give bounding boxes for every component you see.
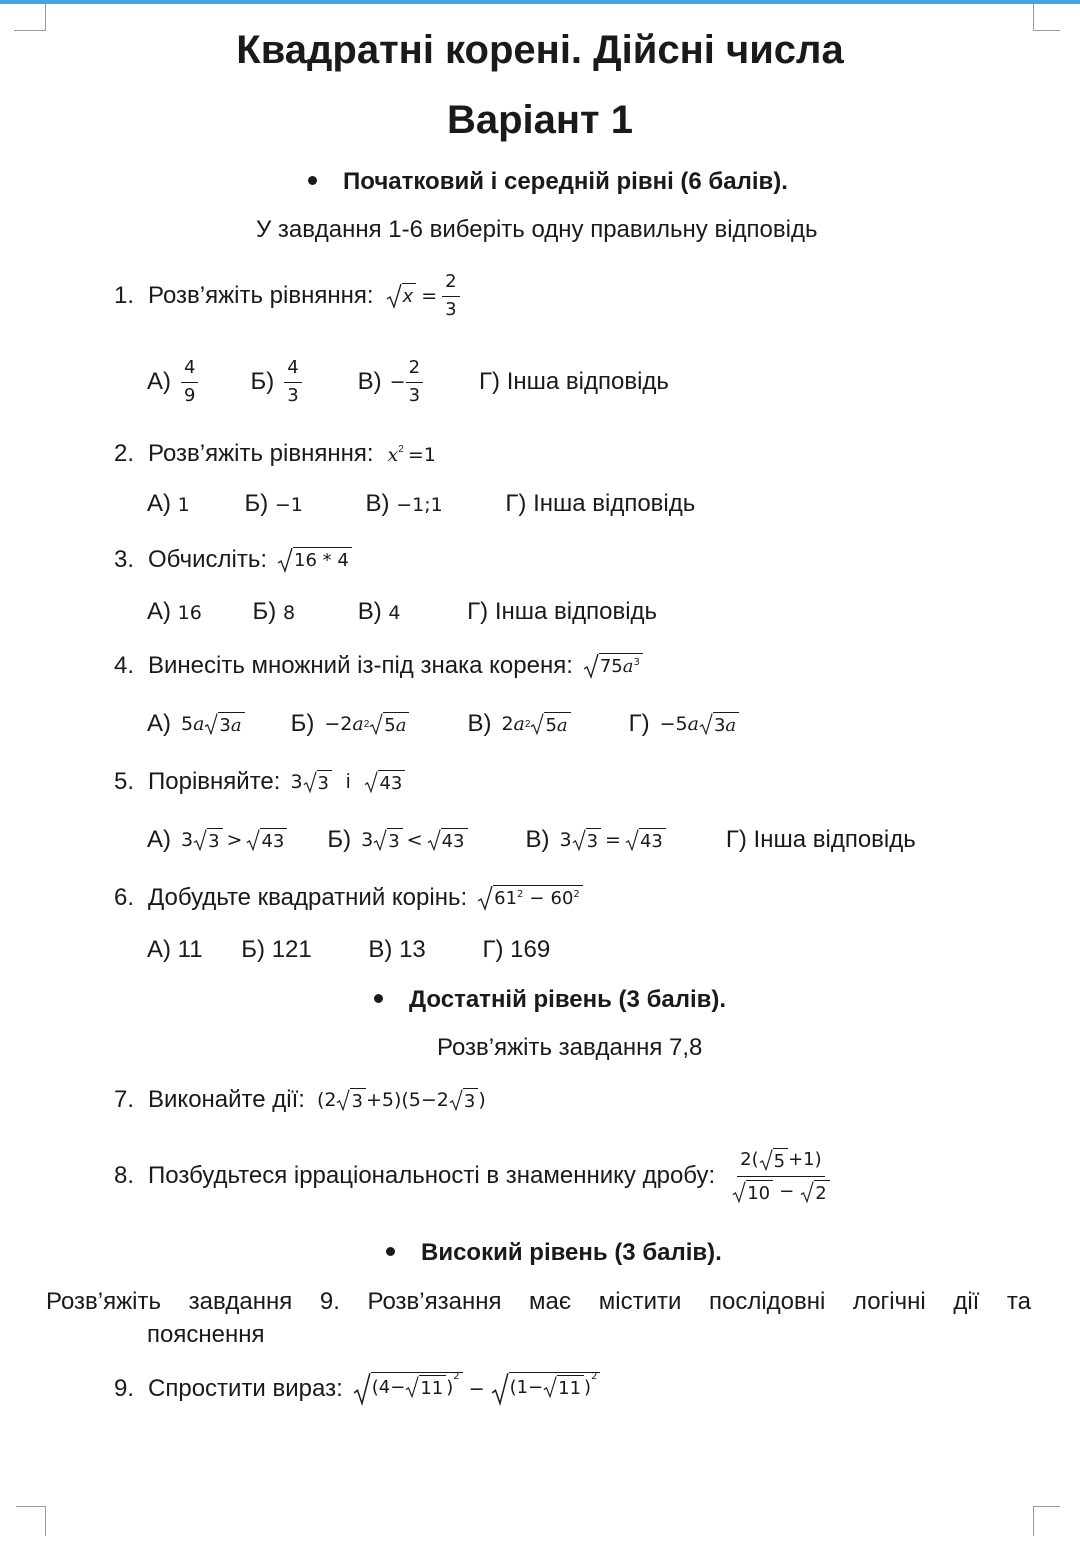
section-instruction-high-line1: Розв’яжіть завдання 9. Розв’язання має містити послідовні логічні дії та bbox=[46, 1288, 1031, 1315]
question-number: 3. bbox=[114, 546, 135, 573]
question-text: Виконайте дії: bbox=[148, 1086, 305, 1113]
section-heading-sufficient: Достатній рівень (3 балів). bbox=[374, 986, 726, 1014]
question-text: Добудьте квадратний корінь: bbox=[148, 884, 468, 911]
answer-option-a[interactable]: А) 1 bbox=[147, 490, 190, 517]
section-heading-basic: Початковий і середній рівні (6 балів). bbox=[308, 168, 788, 196]
answer-row-1 bbox=[147, 358, 669, 406]
crop-mark-bottom-left bbox=[16, 1506, 46, 1536]
answer-option-c[interactable]: В) −1;1 bbox=[365, 490, 443, 517]
answer-option-a[interactable]: А) 16 bbox=[147, 598, 202, 625]
answer-option-d[interactable]: Г) −5 a 3a bbox=[629, 710, 740, 738]
answer-option-a[interactable]: А) $\frac{4}{9}$ bbox=[147, 358, 198, 406]
question-4 bbox=[114, 652, 643, 680]
answer-option-a[interactable]: А) 11 bbox=[147, 936, 203, 963]
answer-option-c[interactable]: В) 4 bbox=[357, 598, 401, 625]
answer-option-c[interactable]: В) − $\frac{2}{3}$ bbox=[358, 358, 423, 406]
question-8 bbox=[114, 1148, 833, 1204]
answer-option-a[interactable]: А) 5 a 3a bbox=[147, 710, 245, 738]
question-9 bbox=[114, 1372, 600, 1406]
question-2 bbox=[114, 440, 436, 468]
variant-title: Варіант 1 bbox=[446, 98, 634, 142]
question-text: Позбудьтеся ірраціональності в знаменнику дробу: bbox=[148, 1162, 716, 1190]
answer-row-5 bbox=[147, 826, 916, 854]
math-expression: x = $\frac{2}{3}$ bbox=[386, 272, 460, 320]
question-text: Розв’яжіть рівняння: bbox=[148, 282, 374, 310]
radical: 43 bbox=[364, 770, 405, 795]
crop-mark-bottom-right bbox=[1033, 1506, 1060, 1536]
section-instruction-high-line2: пояснення bbox=[147, 1321, 265, 1348]
radical: x bbox=[386, 283, 417, 309]
answer-option-c[interactable]: В) 3 3 = 43 bbox=[526, 826, 666, 854]
answer-option-d[interactable]: Г) Інша відповідь bbox=[725, 826, 916, 853]
crop-mark-top-left bbox=[14, 4, 46, 31]
question-number: 9. bbox=[114, 1375, 135, 1402]
radical: 16 * 4 bbox=[277, 547, 352, 573]
answer-row-4 bbox=[147, 710, 739, 738]
question-number: 4. bbox=[114, 652, 135, 679]
answer-option-d[interactable]: Г) Інша відповідь bbox=[505, 490, 696, 517]
question-text: Розв’яжіть рівняння: bbox=[148, 440, 374, 467]
answer-option-b[interactable]: Б) $\frac{4}{3}$ bbox=[250, 358, 301, 406]
question-text: Спростити вираз: bbox=[148, 1375, 343, 1402]
answer-option-d[interactable]: Г) Інша відповідь bbox=[467, 598, 658, 625]
answer-option-b[interactable]: Б) 8 bbox=[252, 598, 296, 625]
answer-option-d[interactable]: Г) Інша відповідь bbox=[479, 368, 669, 396]
math-expression: (2 3 +5)(5−2 3 ) bbox=[316, 1089, 486, 1112]
question-number: 7. bbox=[114, 1086, 135, 1113]
question-6 bbox=[114, 884, 583, 912]
question-text: Винесіть множний із-під знака кореня: bbox=[148, 652, 573, 679]
question-text: Порівняйте: bbox=[148, 768, 281, 795]
math-expression: (4− 11 ) $^2$ − (1− 11 ) $^2$ bbox=[353, 1372, 601, 1406]
answer-option-a[interactable]: А) 3 3 > 43 bbox=[147, 826, 287, 854]
answer-option-b[interactable]: Б) −1 bbox=[244, 490, 303, 517]
question-number: 2. bbox=[114, 440, 135, 467]
radical: 3 bbox=[303, 770, 332, 795]
fraction: $\frac{2}{3}$ bbox=[442, 272, 459, 320]
bullet-icon bbox=[374, 994, 383, 1003]
answer-option-b[interactable]: Б) 3 3 < 43 bbox=[327, 826, 467, 854]
question-number: 8. bbox=[114, 1162, 135, 1190]
question-text: Обчисліть: bbox=[148, 546, 268, 573]
top-accent-bar bbox=[0, 0, 1080, 4]
answer-option-b[interactable]: Б) −2 a 2 5a bbox=[291, 710, 410, 738]
math-expression: $x^2 =1$ bbox=[387, 444, 436, 466]
bullet-icon bbox=[308, 176, 317, 185]
question-1 bbox=[114, 272, 460, 320]
radical: $61^2 - 60^2$ bbox=[477, 885, 583, 911]
section-instruction-sufficient: Розв’яжіть завдання 7,8 bbox=[437, 1034, 703, 1061]
answer-option-b[interactable]: Б) 121 bbox=[241, 936, 312, 963]
question-number: 5. bbox=[114, 768, 135, 795]
question-5: 5. Порівняйте: 3 3 і 43 bbox=[114, 768, 405, 796]
page-title: Квадратні корені. Дійсні числа bbox=[236, 28, 844, 72]
bullet-icon bbox=[386, 1247, 395, 1256]
crop-mark-top-right bbox=[1033, 4, 1060, 31]
answer-row-3 bbox=[147, 598, 657, 626]
section-instruction-basic: У завдання 1-6 виберіть одну правильну відповідь bbox=[256, 216, 818, 243]
section-heading-high: Високий рівень (3 балів). bbox=[386, 1239, 722, 1267]
answer-row-2 bbox=[147, 490, 695, 518]
fraction: 2( 5 +1) 10 − 2 bbox=[729, 1148, 832, 1204]
question-7 bbox=[114, 1086, 486, 1114]
question-3 bbox=[114, 546, 352, 574]
answer-option-c[interactable]: В) 2 a 2 5a bbox=[467, 710, 570, 738]
answer-option-d[interactable]: Г) 169 bbox=[482, 936, 551, 963]
answer-option-c[interactable]: В) 13 bbox=[368, 936, 426, 963]
radical: $75a^3$ bbox=[583, 653, 643, 679]
question-number: 1. bbox=[114, 282, 135, 310]
answer-row-6 bbox=[147, 936, 550, 964]
question-number: 6. bbox=[114, 884, 135, 911]
